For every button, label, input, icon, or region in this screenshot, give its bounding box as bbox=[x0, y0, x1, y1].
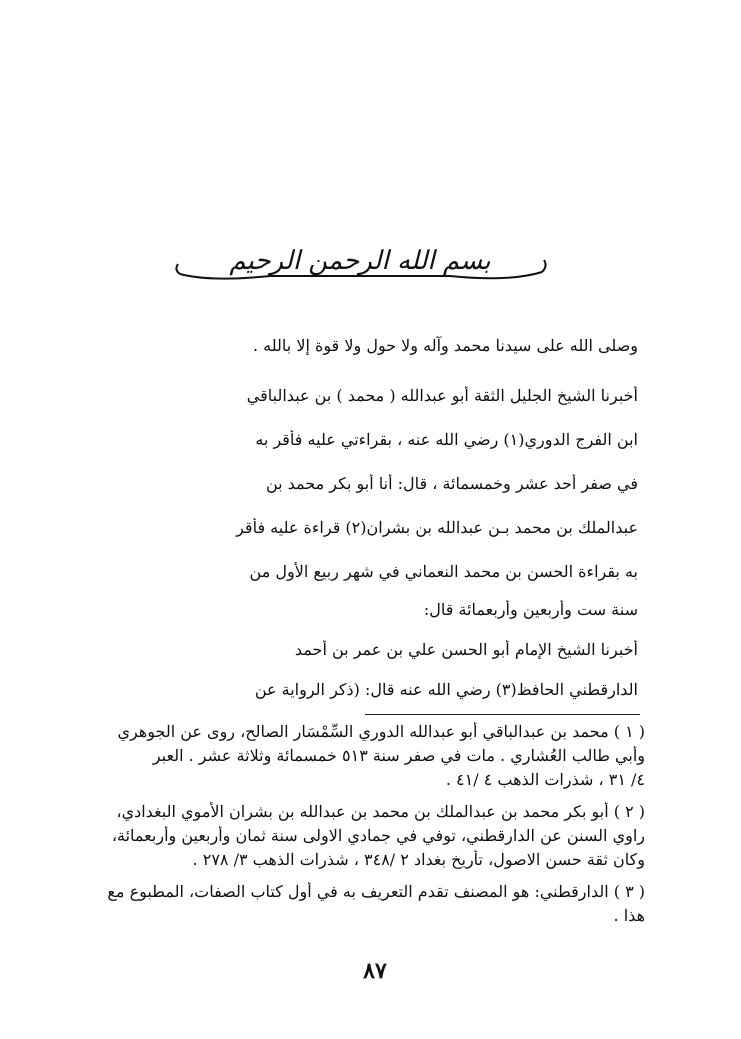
footnote-line: ( ٢ ) أبو بكر محمد بن عبدالملك بن محمد بن عبدالله بن بشران الأموي البغدادي، bbox=[116, 802, 645, 821]
footnote-line: هذا . bbox=[613, 906, 645, 925]
footnote-line: راوي السنن عن الدارقطني، توفي في جمادي الاولى سنة ثمان وأربعين وأربعمائة، bbox=[111, 826, 645, 845]
footnote-line: وكان ثقة حسن الاصول، تأريخ بغداد ٢ /٣٤٨ ، شذرات الذهب ٣/ ٢٧٨ . bbox=[192, 850, 645, 869]
text-line: في صفر أحد عشر وخمسمائة ، قال: أنا أبو بكر محمد بن bbox=[265, 474, 638, 493]
footnote-line: ( ٣ ) الدارقطني: هو المصنف تقدم التعريف به في أول كتاب الصفات، المطبوع مع bbox=[107, 882, 645, 901]
basmala-header bbox=[150, 236, 570, 294]
text-line: سنة ست وأربعين وأربعمائة قال: bbox=[423, 600, 638, 619]
footnote-separator bbox=[365, 714, 640, 715]
text-line: أخبرنا الشيخ الجليل الثقة أبو عبدالله ( محمد ) بن عبدالباقي bbox=[246, 386, 638, 405]
footnote-line: ( ١ ) محمد بن عبدالباقي أبو عبدالله الدوري السِّمْسَار الصالح، روى عن الجوهري bbox=[117, 722, 645, 741]
text-line: وصلى الله على سيدنا محمد وآله ولا حول ولا قوة إلا بالله . bbox=[253, 336, 638, 355]
text-line: أخبرنا الشيخ الإمام أبو الحسن علي بن عمر بن أحمد bbox=[294, 640, 638, 659]
footnote-line: ٤/ ٣١ ، شذرات الذهب ٤ /٤١ . bbox=[445, 770, 645, 789]
basmala-text: بسم الله الرحمن الرحيم bbox=[229, 246, 491, 276]
footnote-line: وأبي طالب العُشاري . مات في صفر سنة ٥١٣ خمسمائة وثلاثة عشر . العبر bbox=[152, 746, 645, 765]
page-number: ٨٧ bbox=[363, 958, 387, 984]
text-line: عبدالملك بن محمد بـن عبدالله بن بشران(٢) قراءة عليه فأقر bbox=[236, 518, 638, 537]
text-line: الدارقطني الحافظ(٣) رضي الله عنه قال: (ذكر الرواية عن bbox=[254, 680, 638, 699]
text-line: ابن الفرج الدوري(١) رضي الله عنه ، بقراءتي عليه فأقر به bbox=[255, 430, 638, 449]
text-line: به بقراءة الحسن بن محمد النعماني في شهر ربيع الأول من bbox=[249, 562, 638, 581]
